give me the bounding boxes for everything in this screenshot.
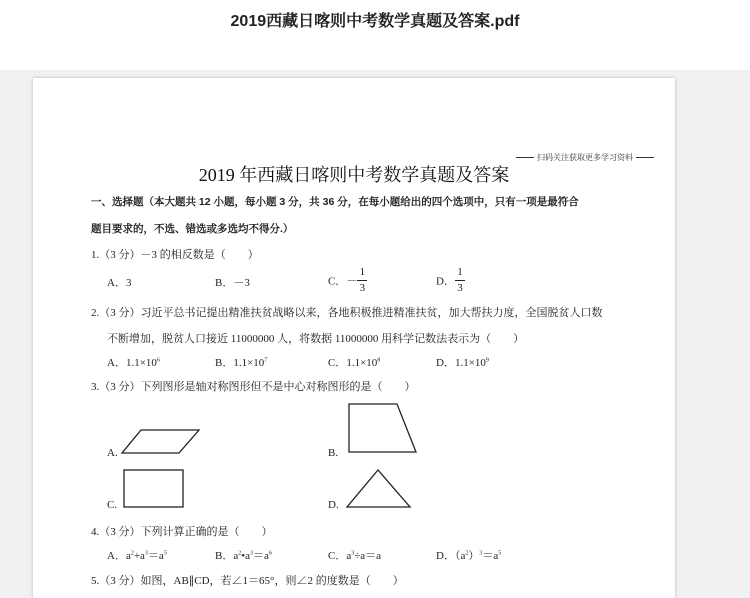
q1-option-c-sign: － (346, 275, 358, 288)
q4-c-exp1: 3 (351, 550, 355, 557)
watermark-line-right (636, 157, 654, 158)
q4-d-base: D．（a (436, 550, 466, 562)
q3-option-b-label: B. (328, 447, 339, 459)
q4-c-base: C．a (328, 550, 352, 562)
q4-b-exp3: 6 (268, 550, 272, 557)
watermark-text: 扫码关注获取更多学习资料 (537, 153, 633, 162)
rectangle-figure (123, 469, 185, 509)
q4-a-mid: +a (133, 550, 145, 562)
q1-c-numerator: 1 (359, 266, 366, 278)
q4-d-eq: ＝a (482, 550, 499, 562)
q4-a-exp2: 3 (144, 550, 148, 557)
q4-option-b (215, 547, 272, 563)
q4-b-base: B．a (215, 550, 239, 562)
section-heading-line1: 一、选择题（本大题共 12 小题，每小题 3 分，共 36 分，在每小题给出的四个选项中，只有一项是最符合 (91, 196, 579, 208)
q4-b-exp2: 3 (249, 550, 253, 557)
q1-option-b: B．－3 (215, 277, 250, 289)
q1-option-d (436, 267, 465, 294)
q4-stem: 4.（3 分）下列计算正确的是（ ） (91, 526, 273, 538)
q4-d-mid: ） (468, 550, 480, 562)
q4-b-exp1: 2 (238, 550, 242, 557)
document-title: 2019西藏日喀则中考数学真题及答案.pdf (230, 13, 520, 30)
q4-b-mid: •a (241, 550, 250, 562)
q2-option-b-exponent: 7 (264, 357, 268, 364)
q2-option-a-text: A．1.1×10 (107, 357, 157, 369)
fraction-bar (455, 280, 465, 281)
q4-option-a (107, 547, 167, 563)
q2-option-b-text: B．1.1×10 (215, 357, 265, 369)
q2-option-a (107, 354, 160, 370)
q2-option-c-exponent: 8 (377, 357, 381, 364)
q2-stem-line1: 2.（3 分）习近平总书记提出精准扶贫战略以来，各地积极推进精准扶贫，加大帮扶力度，全国脱贫人口数 (91, 307, 603, 319)
q1-stem: 1.（3 分）－3 的相反数是（ ） (91, 249, 259, 261)
q4-b-eq: ＝a (252, 550, 269, 562)
q1-option-c (328, 267, 367, 294)
q3-stem: 3.（3 分）下列图形是轴对称图形但不是中心对称图形的是（ ） (91, 381, 416, 393)
q2-option-d-text: D．1.1×10 (436, 357, 486, 369)
q2-option-a-exponent: 6 (156, 357, 160, 364)
q4-a-exp1: 2 (130, 550, 134, 557)
q1-option-c-fraction (357, 267, 367, 294)
q2-option-c (328, 354, 380, 370)
q4-d-exp3: 5 (498, 550, 502, 557)
q4-d-exp1: 2 (465, 550, 469, 557)
q1-c-denominator: 3 (359, 282, 366, 294)
trapezoid-figure (348, 403, 418, 455)
q4-a-eq: ＝a (147, 550, 164, 562)
q3-option-d-label: D. (328, 499, 339, 511)
q5-stem: 5.（3 分）如图，AB∥CD，若∠1＝65°，则∠2 的度数是（ ） (91, 575, 404, 587)
exam-title: 2019 年西藏日喀则中考数学真题及答案 (198, 165, 510, 185)
q3-option-a-label: A. (107, 447, 118, 459)
triangle-figure (346, 469, 412, 511)
q4-d-exp2: 3 (479, 550, 483, 557)
q1-option-d-fraction (455, 267, 465, 294)
q1-option-a: A．3 (107, 277, 132, 289)
q1-option-d-label: D． (436, 275, 455, 288)
parallelogram-figure (121, 429, 201, 455)
q2-option-c-text: C．1.1×10 (328, 357, 378, 369)
q2-stem-line2: 不断增加，脱贫人口接近 11000000 人，将数据 11000000 用科学记数法表示为（ ） (107, 333, 525, 345)
q1-d-numerator: 1 (457, 266, 463, 278)
q2-option-d-exponent: 9 (485, 357, 489, 364)
q2-option-b (215, 354, 267, 370)
watermark-line-left (516, 157, 534, 158)
pdf-page[interactable] (33, 78, 675, 598)
q1-d-denominator: 3 (457, 282, 463, 294)
q4-a-exp3: 5 (163, 550, 167, 557)
q3-option-c-label: C. (107, 499, 118, 511)
viewer-header (0, 0, 750, 70)
q4-a-base: A．a (107, 550, 131, 562)
q4-c-mid: ÷a＝a (354, 550, 382, 562)
q4-option-c (328, 547, 381, 563)
q2-option-d (436, 354, 489, 370)
fraction-bar (357, 280, 367, 281)
section-heading-line2: 题目要求的，不选、错选或多选均不得分.） (91, 223, 294, 235)
q1-option-c-label: C． (328, 275, 347, 288)
q4-option-d (436, 547, 501, 563)
